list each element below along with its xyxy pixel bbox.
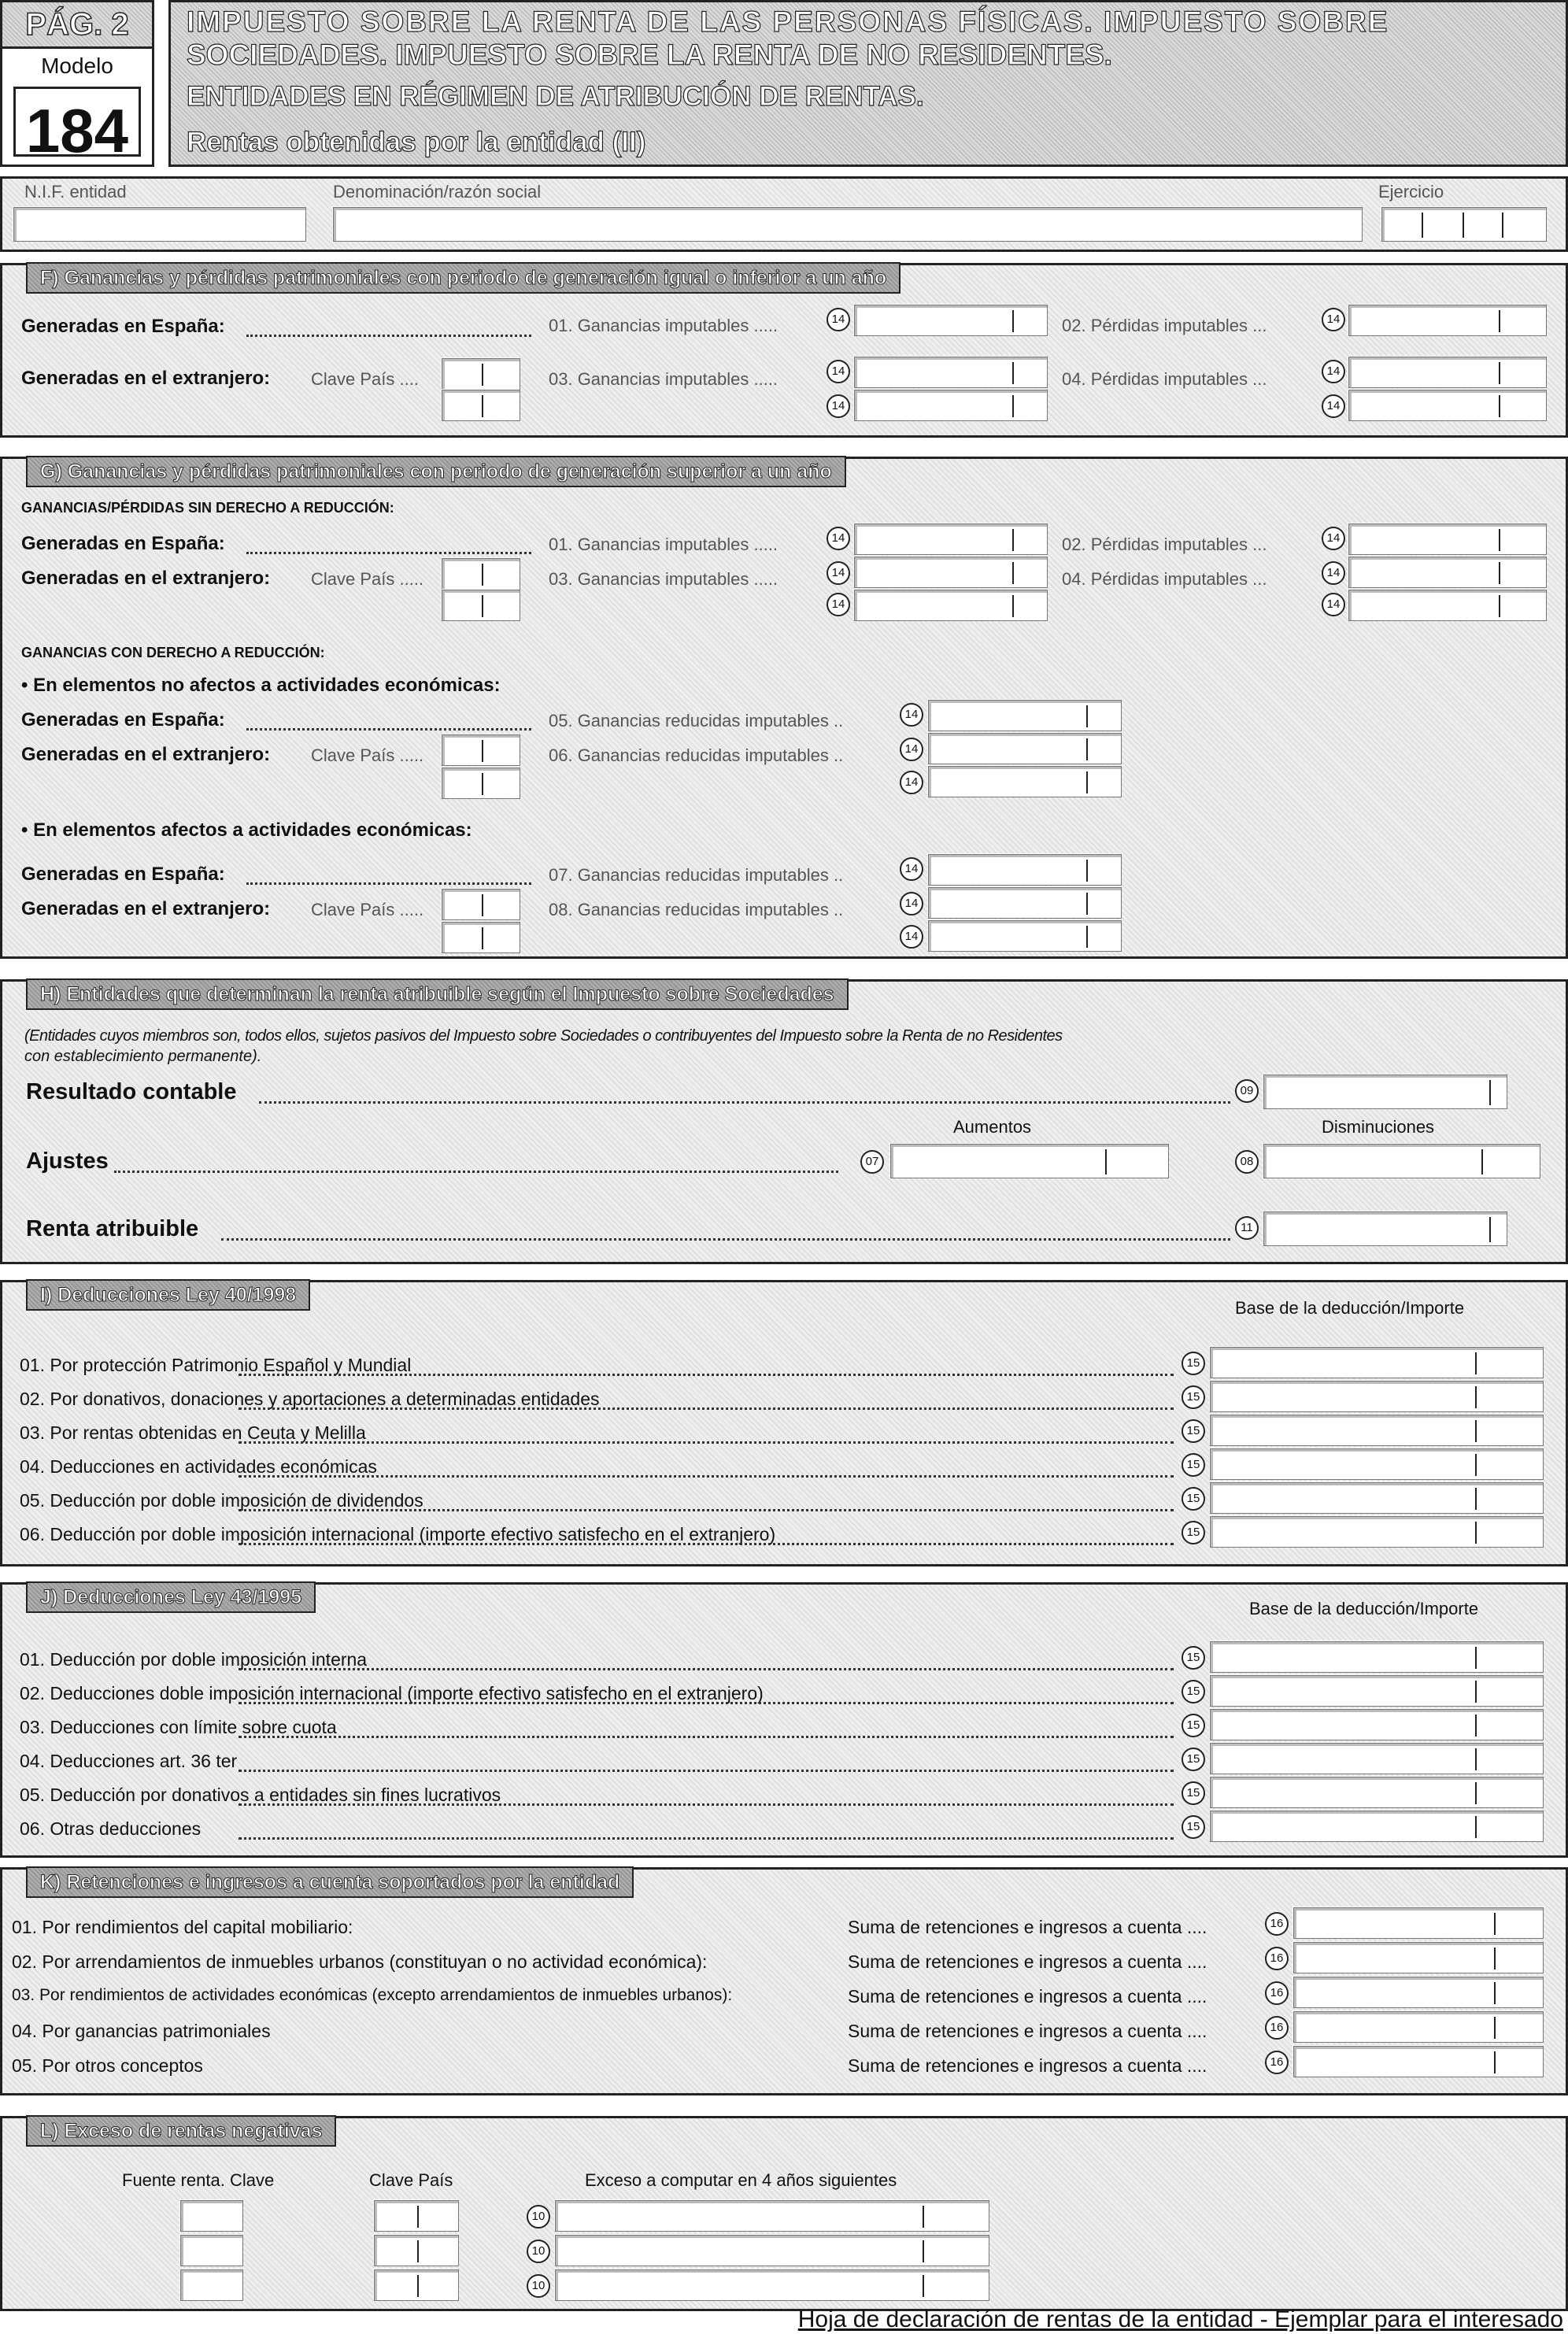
g-06-ref-1: 14: [900, 738, 923, 761]
l-exceso-input-3[interactable]: [555, 2269, 989, 2301]
h-renta-input[interactable]: [1263, 1211, 1507, 1246]
title-line-3: ENTIDADES EN RÉGIMEN DE ATRIBUCIÓN DE RENTAS.: [187, 81, 924, 112]
k-row-ref-5: 16: [1265, 2051, 1289, 2074]
g-clave-input-1[interactable]: [442, 558, 520, 590]
section-l-title: L) Exceso de rentas negativas: [26, 2115, 336, 2147]
g-extranjero-label-3: Generadas en el extranjero:: [21, 898, 271, 919]
section-k: [0, 1867, 1568, 2095]
g-07-label: 07. Ganancias reducidas imputables ..: [549, 865, 844, 885]
ident-panel: [0, 176, 1568, 252]
g-clave-input-6[interactable]: [442, 922, 520, 953]
k-row-label-5: 05. Por otros conceptos: [12, 2055, 203, 2076]
k-row-suma-3: Suma de retenciones e ingresos a cuenta ....: [848, 1986, 1207, 2007]
f-04-input-2[interactable]: [1348, 390, 1547, 421]
g-02-ref: 14: [1322, 527, 1345, 550]
secI-row-label-3: 03. Por rentas obtenidas en Ceuta y Melilla: [20, 1422, 366, 1443]
h-11-ref: 11: [1235, 1216, 1259, 1240]
g-clave-input-3[interactable]: [442, 734, 520, 766]
secI-row-dots-4: [239, 1475, 1174, 1478]
h-renta-label: Renta atribuible: [26, 1216, 199, 1241]
secJ-row-dots-3: [239, 1736, 1174, 1738]
g-bullet2: • En elementos afectos a actividades económicas:: [21, 819, 472, 841]
f-04-ref-1: 14: [1322, 360, 1345, 383]
h-note-1: (Entidades cuyos miembros son, todos ellos, sujetos pasivos del Impuesto sobre Sociedades o contribuyentes del Impuesto sobre la Renta de no Residentes: [24, 1027, 1063, 1045]
section-h: [0, 979, 1568, 1264]
header-title-box: [168, 0, 1568, 167]
secJ-row-input-3[interactable]: [1210, 1709, 1544, 1740]
g-clave-input-2[interactable]: [442, 590, 520, 621]
section-f-title: F) Ganancias y pérdidas patrimoniales con periodo de generación igual o inferior a un año: [26, 262, 900, 294]
g-08-label: 08. Ganancias reducidas imputables ..: [549, 900, 844, 919]
f-04-ref-2: 14: [1322, 394, 1345, 418]
modelo-number: 184: [25, 96, 129, 165]
secI-row-ref-3: 15: [1182, 1419, 1205, 1443]
g-03-input-1[interactable]: [854, 557, 1048, 588]
f-04-label: 04. Pérdidas imputables ...: [1062, 369, 1267, 389]
secJ-row-ref-4: 15: [1182, 1748, 1205, 1771]
f-clave-input-1[interactable]: [442, 358, 520, 390]
h-07-ref: 07: [860, 1150, 884, 1174]
modelo-label: Modelo: [41, 54, 113, 78]
g-04-input-2[interactable]: [1348, 590, 1547, 621]
title-line-4: Rentas obtenidas por la entidad (II): [187, 127, 646, 157]
secI-row-dots-3: [239, 1441, 1174, 1444]
g-08-input-2[interactable]: [928, 920, 1122, 952]
section-k-title: K) Retenciones e ingresos a cuenta soportados por la entidad: [26, 1866, 634, 1898]
g-06-label: 06. Ganancias reducidas imputables ..: [549, 745, 844, 765]
secJ-row-label-5: 05. Deducción por donativos a entidades sin fines lucrativos: [20, 1785, 501, 1805]
secJ-row-ref-5: 15: [1182, 1781, 1205, 1805]
secI-row-ref-1: 15: [1182, 1352, 1205, 1375]
g-01-label: 01. Ganancias imputables .....: [549, 534, 778, 554]
l-fuente-label: Fuente renta. Clave: [122, 2170, 275, 2190]
g-espana-label: Generadas en España:: [21, 533, 225, 554]
h-disminuciones-input[interactable]: [1263, 1144, 1540, 1178]
secI-row-dots-5: [239, 1509, 1174, 1511]
l-clave-label: Clave País: [369, 2170, 453, 2190]
f-03-ref-1: 14: [827, 360, 850, 383]
secJ-row-input-2[interactable]: [1210, 1675, 1544, 1707]
secJ-row-input-1[interactable]: [1210, 1641, 1544, 1673]
secI-row-input-3[interactable]: [1210, 1415, 1544, 1446]
secI-row-label-1: 01. Por protección Patrimonio Español y Mundial: [20, 1355, 412, 1375]
g-06-ref-2: 14: [900, 771, 923, 794]
l-fuente-input-1[interactable]: [180, 2200, 243, 2232]
g-06-input-1[interactable]: [928, 733, 1122, 764]
modelo-box: [0, 49, 154, 167]
section-g: [0, 457, 1568, 959]
secJ-row-dots-6: [239, 1837, 1174, 1840]
secI-row-input-4[interactable]: [1210, 1448, 1544, 1480]
secJ-row-label-1: 01. Deducción por doble imposición interna: [20, 1649, 368, 1670]
h-resultado-label: Resultado contable: [26, 1079, 237, 1104]
g-01-ref: 14: [827, 527, 850, 550]
g-03-ref-1: 14: [827, 561, 850, 585]
f-02-label: 02. Pérdidas imputables ...: [1062, 316, 1267, 335]
k-row-label-1: 01. Por rendimientos del capital mobiliario:: [12, 1917, 353, 1937]
k-row-input-3[interactable]: [1293, 1977, 1544, 2008]
g-07-ref: 14: [900, 857, 923, 881]
j-header-label: Base de la deducción/Importe: [1249, 1599, 1479, 1618]
l-clave-input-3[interactable]: [374, 2269, 459, 2301]
k-row-label-3: 03. Por rendimientos de actividades económicas (excepto arrendamientos de inmuebles urbanos):: [12, 1986, 733, 2004]
secJ-row-dots-5: [239, 1803, 1174, 1806]
footer-text: Hoja de declaración de rentas de la entidad - Ejemplar para el interesado: [797, 2306, 1563, 2332]
ejercicio-input[interactable]: [1381, 207, 1547, 242]
title-line-1: IMPUESTO SOBRE LA RENTA DE LAS PERSONAS FÍSICAS. IMPUESTO SOBRE: [187, 6, 1389, 38]
section-i-title: I) Deducciones Ley 40/1998: [26, 1279, 310, 1311]
k-row-suma-2: Suma de retenciones e ingresos a cuenta ....: [848, 1951, 1207, 1972]
k-row-ref-2: 16: [1265, 1947, 1289, 1970]
secJ-row-dots-1: [239, 1668, 1174, 1670]
g-clave-label-2: Clave País .....: [311, 745, 424, 765]
k-row-suma-4: Suma de retenciones e ingresos a cuenta ....: [848, 2021, 1207, 2041]
secJ-row-input-4[interactable]: [1210, 1743, 1544, 1774]
g-clave-input-4[interactable]: [442, 768, 520, 799]
g-espana-label-2: Generadas en España:: [21, 709, 225, 731]
g-espana-label-3: Generadas en España:: [21, 864, 225, 885]
f-espana-label: Generadas en España:: [21, 316, 225, 337]
k-row-input-4[interactable]: [1293, 2011, 1544, 2043]
l-exceso-label: Exceso a computar en 4 años siguientes: [585, 2170, 897, 2190]
secI-row-ref-5: 15: [1182, 1487, 1205, 1511]
l-ref-3: 10: [527, 2274, 550, 2298]
title-line-2: SOCIEDADES. IMPUESTO SOBRE LA RENTA DE NO RESIDENTES.: [187, 39, 1112, 71]
g-clave-label-3: Clave País .....: [311, 900, 424, 919]
pag-box: [0, 0, 154, 49]
f-01-input[interactable]: [854, 305, 1048, 336]
g-03-input-2[interactable]: [854, 590, 1048, 621]
h-note-2: con establecimiento permanente).: [24, 1048, 262, 1065]
g-04-ref-2: 14: [1322, 593, 1345, 616]
secI-row-ref-2: 15: [1182, 1385, 1205, 1409]
g-03-label: 03. Ganancias imputables .....: [549, 569, 778, 589]
g-04-ref-1: 14: [1322, 561, 1345, 585]
section-f: [0, 263, 1568, 438]
g-extranjero-label: Generadas en el extranjero:: [21, 568, 271, 589]
section-h-title: H) Entidades que determinan la renta atribuible según el Impuesto sobre Sociedades: [26, 978, 849, 1010]
secJ-row-ref-6: 15: [1182, 1815, 1205, 1839]
g-sub1: GANANCIAS/PÉRDIDAS SIN DERECHO A REDUCCIÓN:: [21, 500, 394, 516]
k-row-input-5[interactable]: [1293, 2046, 1544, 2077]
k-row-suma-5: Suma de retenciones e ingresos a cuenta ....: [848, 2055, 1207, 2076]
secI-row-label-6: 06. Deducción por doble imposición internacional (importe efectivo satisfecho en el extranjero): [20, 1524, 776, 1544]
g-02-input[interactable]: [1348, 523, 1547, 555]
g-06-input-2[interactable]: [928, 766, 1122, 797]
l-exceso-input-1[interactable]: [555, 2200, 989, 2232]
secJ-row-label-2: 02. Deducciones doble imposición internacional (importe efectivo satisfecho en el extranjero): [20, 1683, 764, 1703]
g-08-ref-1: 14: [900, 892, 923, 915]
secI-row-input-1[interactable]: [1210, 1347, 1544, 1378]
h-08-ref: 08: [1235, 1150, 1259, 1174]
k-row-ref-4: 16: [1265, 2016, 1289, 2040]
secI-row-dots-6: [239, 1543, 1174, 1545]
i-header-label: Base de la deducción/Importe: [1235, 1298, 1465, 1318]
section-l: [0, 2116, 1568, 2311]
f-02-ref: 14: [1322, 308, 1345, 331]
secJ-row-input-6[interactable]: [1210, 1811, 1544, 1842]
k-row-input-2[interactable]: [1293, 1942, 1544, 1973]
secI-row-ref-6: 15: [1182, 1521, 1205, 1544]
f-clave-input-2[interactable]: [442, 390, 520, 421]
section-i: [0, 1280, 1568, 1566]
h-disminuciones-label: Disminuciones: [1322, 1117, 1435, 1137]
l-ref-2: 10: [527, 2240, 550, 2263]
g-07-input[interactable]: [928, 854, 1122, 886]
g-05-input[interactable]: [928, 700, 1122, 731]
ejercicio-label: Ejercicio: [1378, 182, 1444, 202]
k-row-input-1[interactable]: [1293, 1907, 1544, 1939]
nif-label: N.I.F. entidad: [24, 182, 127, 202]
l-clave-input-1[interactable]: [374, 2200, 459, 2232]
secJ-row-ref-2: 15: [1182, 1680, 1205, 1703]
h-09-ref: 09: [1235, 1079, 1259, 1103]
g-08-ref-2: 14: [900, 925, 923, 949]
secJ-row-label-3: 03. Deducciones con límite sobre cuota: [20, 1717, 337, 1737]
f-01-ref: 14: [827, 308, 850, 331]
secI-row-label-2: 02. Por donativos, donaciones y aportaciones a determinadas entidades: [20, 1389, 600, 1409]
g-extranjero-label-2: Generadas en el extranjero:: [21, 744, 271, 765]
k-row-label-2: 02. Por arrendamientos de inmuebles urbanos (constituyan o no actividad económica):: [12, 1951, 708, 1972]
secI-row-input-2[interactable]: [1210, 1381, 1544, 1412]
g-bullet1: • En elementos no afectos a actividades económicas:: [21, 675, 501, 696]
g-03-ref-2: 14: [827, 593, 850, 616]
f-clave-label: Clave País ....: [311, 369, 419, 389]
f-04-input-1[interactable]: [1348, 357, 1547, 388]
g-02-label: 02. Pérdidas imputables ...: [1062, 534, 1267, 554]
g-08-input-1[interactable]: [928, 887, 1122, 919]
k-row-ref-3: 16: [1265, 1981, 1289, 2005]
f-03-input-1[interactable]: [854, 357, 1048, 388]
l-fuente-input-3[interactable]: [180, 2269, 243, 2301]
k-row-label-4: 04. Por ganancias patrimoniales: [12, 2021, 271, 2041]
l-clave-input-2[interactable]: [374, 2235, 459, 2266]
secI-row-input-5[interactable]: [1210, 1482, 1544, 1514]
k-row-ref-1: 16: [1265, 1912, 1289, 1936]
h-ajustes-label: Ajustes: [26, 1149, 109, 1174]
f-extranjero-label: Generadas en el extranjero:: [21, 368, 271, 389]
f-03-ref-2: 14: [827, 394, 850, 418]
h-resultado-input[interactable]: [1263, 1075, 1507, 1109]
denominacion-input[interactable]: [333, 207, 1363, 242]
l-fuente-input-2[interactable]: [180, 2235, 243, 2266]
g-clave-label: Clave País .....: [311, 569, 424, 589]
g-sub2: GANANCIAS CON DERECHO A REDUCCIÓN:: [21, 645, 325, 660]
h-aumentos-input[interactable]: [890, 1144, 1169, 1178]
secI-row-dots-1: [239, 1374, 1174, 1376]
secJ-row-ref-1: 15: [1182, 1646, 1205, 1670]
g-05-label: 05. Ganancias reducidas imputables ..: [549, 711, 844, 731]
secI-row-ref-4: 15: [1182, 1453, 1205, 1477]
nif-input[interactable]: [13, 207, 306, 242]
secI-row-label-5: 05. Deducción por doble imposición de dividendos: [20, 1490, 423, 1511]
k-row-suma-1: Suma de retenciones e ingresos a cuenta ....: [848, 1917, 1207, 1937]
g-clave-input-5[interactable]: [442, 889, 520, 920]
secI-row-input-6[interactable]: [1210, 1516, 1544, 1548]
section-g-title: G) Ganancias y pérdidas patrimoniales con periodo de generación superior a un año: [26, 456, 846, 487]
f-02-input[interactable]: [1348, 305, 1547, 336]
secJ-row-label-4: 04. Deducciones art. 36 ter: [20, 1751, 238, 1771]
l-exceso-input-2[interactable]: [555, 2235, 989, 2266]
secI-row-dots-2: [239, 1407, 1174, 1410]
section-j-title: J) Deducciones Ley 43/1995: [26, 1581, 316, 1613]
page-number: PÁG. 2: [25, 7, 129, 42]
f-03-label: 03. Ganancias imputables .....: [549, 369, 778, 389]
g-04-label: 04. Pérdidas imputables ...: [1062, 569, 1267, 589]
secJ-row-input-5[interactable]: [1210, 1777, 1544, 1808]
denominacion-label: Denominación/razón social: [333, 182, 542, 202]
secI-row-label-4: 04. Deducciones en actividades económicas: [20, 1456, 377, 1477]
f-01-label: 01. Ganancias imputables .....: [549, 316, 778, 335]
secJ-row-dots-4: [239, 1770, 1174, 1772]
secJ-row-ref-3: 15: [1182, 1714, 1205, 1737]
g-01-input[interactable]: [854, 523, 1048, 555]
h-aumentos-label: Aumentos: [953, 1117, 1032, 1137]
f-03-input-2[interactable]: [854, 390, 1048, 421]
section-j: [0, 1582, 1568, 1858]
g-05-ref: 14: [900, 703, 923, 727]
l-ref-1: 10: [527, 2205, 550, 2229]
secJ-row-label-6: 06. Otras deducciones: [20, 1818, 202, 1839]
g-04-input-1[interactable]: [1348, 557, 1547, 588]
secJ-row-dots-2: [239, 1702, 1174, 1704]
